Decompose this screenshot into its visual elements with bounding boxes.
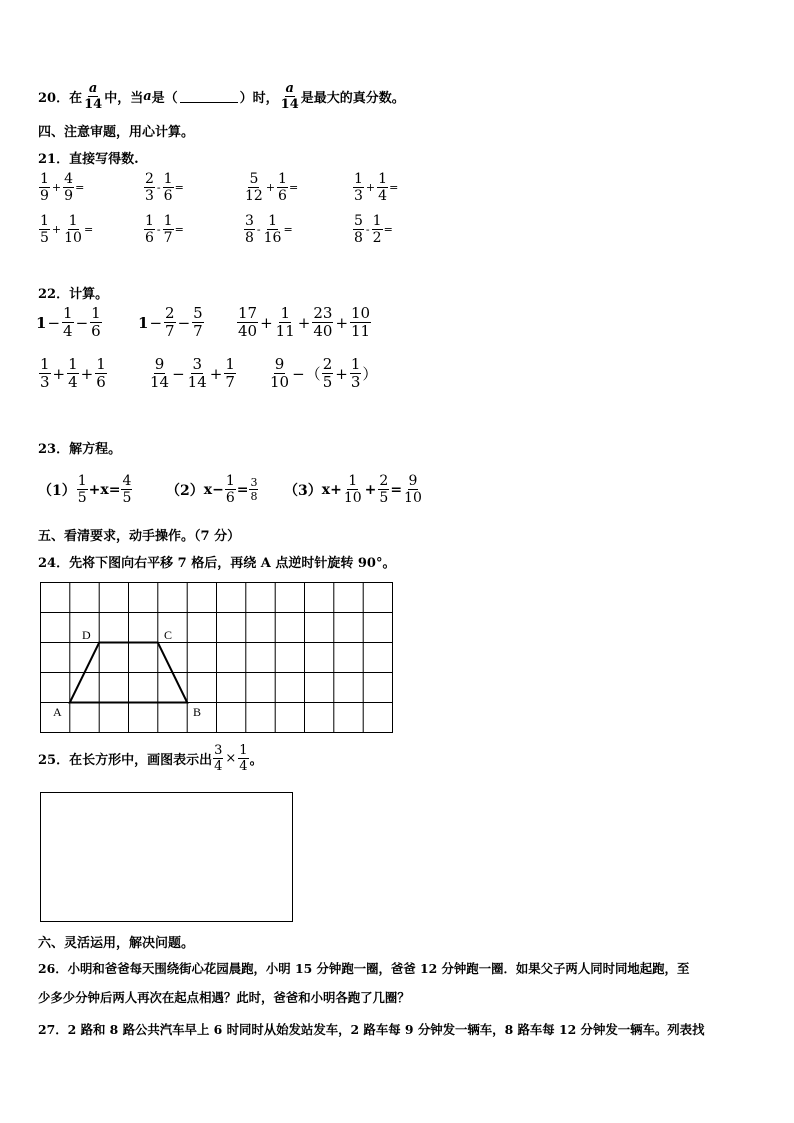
q20-fraction-a-over-14: $\frac{a}{14}$ <box>84 81 103 112</box>
q20-fraction-a-over-14-b: $\frac{a}{14}$ <box>280 81 299 112</box>
q21-item: $\frac{2}{3}$ - $\frac{1}{6}$ = <box>145 171 184 204</box>
q21-item: $\frac{1}{9}$ + $\frac{4}{9}$ = <box>40 171 85 204</box>
grid-lines <box>41 583 393 733</box>
q22-expr-1: 1 − $\frac{1}{4}$ − $\frac{1}{6}$ <box>36 304 101 340</box>
q20-number: 20．在 <box>38 91 83 106</box>
q23-title: 23．解方程。 <box>38 442 122 457</box>
q24-title: 24．先将下图向右平移 7 格后，再绕 A 点逆时针旋转 90°。 <box>38 556 396 571</box>
q22-expr-6: $\frac{9}{10}$ − （ $\frac{2}{5}$ + $\frac{1}{3}$ ） <box>270 355 378 391</box>
q22-expr-4: $\frac{1}{3}$ + $\frac{1}{4}$ + $\frac{1}{6}$ <box>40 355 106 391</box>
q23-equation-2: （2） x− $\frac{1}{6}$ = $\frac{3}{8}$ <box>166 473 258 506</box>
q21-item: $\frac{1}{5}$ + $\frac{1}{10}$ = <box>40 213 94 246</box>
q21-item: $\frac{1}{6}$ - $\frac{1}{7}$ = <box>145 213 184 246</box>
section-5-title: 五、看清要求，动手操作。（7 分） <box>38 529 241 544</box>
point-label-a: A <box>53 705 62 719</box>
q21-title: 21．直接写得数. <box>38 152 139 167</box>
q26-line-1: 26．小明和爸爸每天围绕街心花园晨跑，小明 15 分钟跑一圈，爸爸 12 分钟跑一圈．如果父子两人同时同地起跑，至 <box>38 961 690 976</box>
q21-item: $\frac{5}{12}$ + $\frac{1}{6}$ = <box>245 171 299 204</box>
section-6-title: 六、灵活运用，解决问题。 <box>38 936 195 951</box>
point-label-d: D <box>82 628 91 642</box>
q21-item: $\frac{5}{8}$ - $\frac{1}{2}$ = <box>354 213 393 246</box>
question-20: 20．在 $\frac{a}{14}$ 中，当 a 是（ ）时， $\frac{a}{14}$ 是最大的真分数。 <box>38 81 405 112</box>
q24-grid-figure[interactable] <box>38 582 394 734</box>
q27-line-1: 27．2 路和 8 路公共汽车早上 6 时同时从始发站发车，2 路车每 9 分钟发一辆车，8 路车每 12 分钟发一辆车。列表找 <box>38 1022 705 1037</box>
q22-expr-3: $\frac{17}{40}$ + $\frac{1}{11}$ + $\frac{23}{40}$ + $\frac{10}{11}$ <box>238 304 371 340</box>
q25-title: 25．在长方形中，画图表示出 $\frac{3}{4}$ × $\frac{1}{4}$ 。 <box>38 743 263 774</box>
point-label-b: B <box>193 705 202 719</box>
q25-drawing-rectangle[interactable] <box>40 792 293 922</box>
q23-equation-1: （1） $\frac{1}{5}$ +x= $\frac{4}{5}$ <box>38 473 132 506</box>
section-4-title: 四、注意审题，用心计算。 <box>38 125 195 140</box>
q23-equation-3: （3） x+ $\frac{1}{10}$ + $\frac{2}{5}$ = $\frac{9}{10}$ <box>284 473 422 506</box>
q22-title: 22．计算。 <box>38 287 109 302</box>
q20-answer-blank[interactable] <box>180 90 238 103</box>
q21-item: $\frac{3}{8}$ - $\frac{1}{16}$ = <box>245 213 293 246</box>
q21-item: $\frac{1}{3}$ + $\frac{1}{4}$ = <box>354 171 399 204</box>
point-label-c: C <box>164 628 173 642</box>
q26-line-2: 少多少分钟后两人再次在起点相遇？此时，爸爸和小明各跑了几圈？ <box>38 990 410 1005</box>
q22-expr-5: $\frac{9}{14}$ − $\frac{3}{14}$ + $\frac{1}{7}$ <box>150 355 235 391</box>
q22-expr-2: 1 − $\frac{2}{7}$ − $\frac{5}{7}$ <box>138 304 203 340</box>
